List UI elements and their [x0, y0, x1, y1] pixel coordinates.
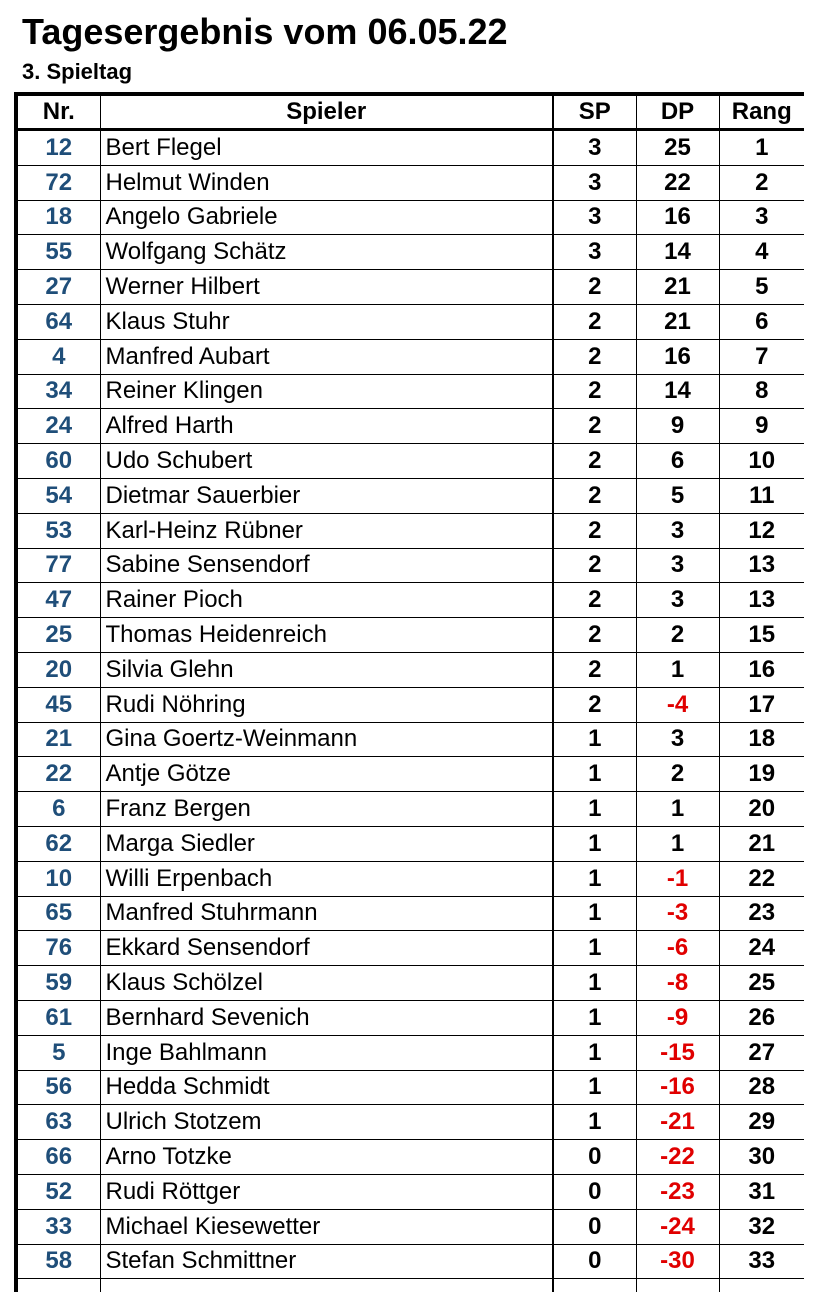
table-row [16, 130, 804, 166]
player-name: Bert Flegel [100, 130, 553, 166]
dp-value: -6 [636, 931, 719, 966]
rank-value: 11 [719, 478, 804, 513]
table-row [16, 1070, 804, 1105]
table-row [16, 583, 804, 618]
player-number: 10 [16, 861, 100, 896]
rank-value: 13 [719, 548, 804, 583]
sp-value: 1 [553, 861, 636, 896]
player-name: Udo Schubert [100, 444, 553, 479]
empty-cell [100, 1279, 553, 1292]
player-number: 64 [16, 304, 100, 339]
dp-value: 16 [636, 200, 719, 235]
player-name: Alfred Harth [100, 409, 553, 444]
dp-value: 1 [636, 652, 719, 687]
dp-value: 14 [636, 235, 719, 270]
player-name: Marga Siedler [100, 826, 553, 861]
sp-value: 1 [553, 826, 636, 861]
player-number: 21 [16, 722, 100, 757]
table-row [16, 548, 804, 583]
sp-value: 2 [553, 583, 636, 618]
sp-value: 2 [553, 304, 636, 339]
dp-value: -4 [636, 687, 719, 722]
player-name: Reiner Klingen [100, 374, 553, 409]
sp-value: 2 [553, 270, 636, 305]
player-number: 55 [16, 235, 100, 270]
player-name: Antje Götze [100, 757, 553, 792]
rank-value: 23 [719, 896, 804, 931]
player-name: Arno Totzke [100, 1140, 553, 1175]
table-row [16, 722, 804, 757]
empty-cell [719, 1279, 804, 1292]
player-number: 56 [16, 1070, 100, 1105]
sp-value: 0 [553, 1174, 636, 1209]
player-name: Ulrich Stotzem [100, 1105, 553, 1140]
sp-value: 1 [553, 1035, 636, 1070]
dp-value: 5 [636, 478, 719, 513]
rank-value: 7 [719, 339, 804, 374]
rank-value: 9 [719, 409, 804, 444]
player-name: Karl-Heinz Rübner [100, 513, 553, 548]
player-name: Willi Erpenbach [100, 861, 553, 896]
player-number: 27 [16, 270, 100, 305]
rank-value: 21 [719, 826, 804, 861]
sp-value: 3 [553, 130, 636, 166]
table-row [16, 1035, 804, 1070]
player-number: 6 [16, 792, 100, 827]
dp-value: 9 [636, 409, 719, 444]
table-row [16, 304, 804, 339]
dp-value: 1 [636, 792, 719, 827]
table-row [16, 1209, 804, 1244]
player-number: 4 [16, 339, 100, 374]
player-name: Stefan Schmittner [100, 1244, 553, 1279]
rank-value: 6 [719, 304, 804, 339]
sp-value: 1 [553, 966, 636, 1001]
player-number: 72 [16, 165, 100, 200]
rank-value: 19 [719, 757, 804, 792]
empty-cell [553, 1279, 636, 1292]
table-row [16, 270, 804, 305]
player-number: 76 [16, 931, 100, 966]
sp-value: 2 [553, 513, 636, 548]
table-row [16, 792, 804, 827]
table-row [16, 444, 804, 479]
player-number: 66 [16, 1140, 100, 1175]
player-name: Klaus Stuhr [100, 304, 553, 339]
dp-value: -16 [636, 1070, 719, 1105]
dp-value: 14 [636, 374, 719, 409]
table-header-row [16, 94, 804, 130]
table-row [16, 1000, 804, 1035]
dp-value: 2 [636, 757, 719, 792]
sp-value: 0 [553, 1244, 636, 1279]
player-number: 18 [16, 200, 100, 235]
header-nr: Nr. [16, 94, 100, 130]
player-number: 65 [16, 896, 100, 931]
results-table-container [14, 92, 804, 1292]
player-number: 60 [16, 444, 100, 479]
rank-value: 16 [719, 652, 804, 687]
player-name: Michael Kiesewetter [100, 1209, 553, 1244]
player-number: 61 [16, 1000, 100, 1035]
player-number: 63 [16, 1105, 100, 1140]
player-name: Silvia Glehn [100, 652, 553, 687]
dp-value: 25 [636, 130, 719, 166]
header-rang: Rang [719, 94, 804, 130]
table-row [16, 235, 804, 270]
header-spieler: Spieler [100, 94, 553, 130]
dp-value: 3 [636, 722, 719, 757]
dp-value: -22 [636, 1140, 719, 1175]
sp-value: 0 [553, 1209, 636, 1244]
table-row [16, 374, 804, 409]
player-name: Rudi Nöhring [100, 687, 553, 722]
page-subtitle: 3. Spieltag [22, 59, 133, 84]
rank-value: 12 [719, 513, 804, 548]
player-number: 58 [16, 1244, 100, 1279]
player-name: Werner Hilbert [100, 270, 553, 305]
rank-value: 2 [719, 165, 804, 200]
player-number: 59 [16, 966, 100, 1001]
player-name: Ekkard Sensendorf [100, 931, 553, 966]
player-number: 45 [16, 687, 100, 722]
table-row [16, 513, 804, 548]
rank-value: 25 [719, 966, 804, 1001]
dp-value: -1 [636, 861, 719, 896]
sp-value: 1 [553, 722, 636, 757]
rank-value: 26 [719, 1000, 804, 1035]
sp-value: 2 [553, 618, 636, 653]
rank-value: 13 [719, 583, 804, 618]
rank-value: 29 [719, 1105, 804, 1140]
rank-value: 15 [719, 618, 804, 653]
table-row [16, 478, 804, 513]
rank-value: 24 [719, 931, 804, 966]
sp-value: 3 [553, 200, 636, 235]
table-row [16, 826, 804, 861]
page-title: Tagesergebnis vom 06.05.22 [22, 11, 508, 52]
results-table [14, 92, 804, 1292]
player-number: 20 [16, 652, 100, 687]
table-row [16, 1140, 804, 1175]
player-name: Rudi Röttger [100, 1174, 553, 1209]
header-dp: DP [636, 94, 719, 130]
player-number: 25 [16, 618, 100, 653]
player-number: 22 [16, 757, 100, 792]
player-number: 12 [16, 130, 100, 166]
player-name: Sabine Sensendorf [100, 548, 553, 583]
dp-value: 2 [636, 618, 719, 653]
dp-value: 1 [636, 826, 719, 861]
table-row [16, 409, 804, 444]
table-row [16, 966, 804, 1001]
table-row [16, 687, 804, 722]
sp-value: 2 [553, 409, 636, 444]
rank-value: 8 [719, 374, 804, 409]
rank-value: 10 [719, 444, 804, 479]
player-number: 54 [16, 478, 100, 513]
sp-value: 3 [553, 165, 636, 200]
player-number: 5 [16, 1035, 100, 1070]
table-row [16, 757, 804, 792]
table-row [16, 931, 804, 966]
player-number: 47 [16, 583, 100, 618]
empty-cell [636, 1279, 719, 1292]
table-row [16, 200, 804, 235]
table-row [16, 618, 804, 653]
table-row-empty [16, 1279, 804, 1292]
dp-value: 21 [636, 270, 719, 305]
player-name: Gina Goertz-Weinmann [100, 722, 553, 757]
header-sp: SP [553, 94, 636, 130]
rank-value: 32 [719, 1209, 804, 1244]
player-name: Manfred Stuhrmann [100, 896, 553, 931]
rank-value: 28 [719, 1070, 804, 1105]
rank-value: 5 [719, 270, 804, 305]
player-name: Angelo Gabriele [100, 200, 553, 235]
sp-value: 1 [553, 757, 636, 792]
player-name: Wolfgang Schätz [100, 235, 553, 270]
dp-value: -24 [636, 1209, 719, 1244]
table-row [16, 896, 804, 931]
player-number: 34 [16, 374, 100, 409]
player-name: Manfred Aubart [100, 339, 553, 374]
sp-value: 2 [553, 548, 636, 583]
dp-value: -8 [636, 966, 719, 1001]
sp-value: 2 [553, 374, 636, 409]
sp-value: 1 [553, 792, 636, 827]
sp-value: 0 [553, 1140, 636, 1175]
dp-value: -9 [636, 1000, 719, 1035]
player-name: Inge Bahlmann [100, 1035, 553, 1070]
rank-value: 22 [719, 861, 804, 896]
sp-value: 2 [553, 339, 636, 374]
rank-value: 33 [719, 1244, 804, 1279]
dp-value: 3 [636, 513, 719, 548]
rank-value: 31 [719, 1174, 804, 1209]
sp-value: 3 [553, 235, 636, 270]
dp-value: -30 [636, 1244, 719, 1279]
player-name: Hedda Schmidt [100, 1070, 553, 1105]
player-number: 77 [16, 548, 100, 583]
sp-value: 1 [553, 896, 636, 931]
table-row [16, 1244, 804, 1279]
table-row [16, 861, 804, 896]
empty-cell [16, 1279, 100, 1292]
dp-value: -3 [636, 896, 719, 931]
rank-value: 17 [719, 687, 804, 722]
table-row [16, 652, 804, 687]
table-row [16, 339, 804, 374]
player-name: Helmut Winden [100, 165, 553, 200]
player-number: 52 [16, 1174, 100, 1209]
player-number: 62 [16, 826, 100, 861]
dp-value: 16 [636, 339, 719, 374]
sp-value: 1 [553, 1105, 636, 1140]
player-number: 24 [16, 409, 100, 444]
player-name: Thomas Heidenreich [100, 618, 553, 653]
table-body [16, 130, 804, 1292]
sp-value: 2 [553, 478, 636, 513]
dp-value: 3 [636, 548, 719, 583]
sp-value: 2 [553, 687, 636, 722]
dp-value: 22 [636, 165, 719, 200]
player-name: Rainer Pioch [100, 583, 553, 618]
dp-value: 6 [636, 444, 719, 479]
player-name: Franz Bergen [100, 792, 553, 827]
sp-value: 2 [553, 444, 636, 479]
dp-value: -23 [636, 1174, 719, 1209]
rank-value: 18 [719, 722, 804, 757]
rank-value: 3 [719, 200, 804, 235]
rank-value: 4 [719, 235, 804, 270]
sp-value: 1 [553, 931, 636, 966]
dp-value: -21 [636, 1105, 719, 1140]
dp-value: 21 [636, 304, 719, 339]
rank-value: 27 [719, 1035, 804, 1070]
player-number: 33 [16, 1209, 100, 1244]
table-row [16, 1105, 804, 1140]
sp-value: 2 [553, 652, 636, 687]
table-row [16, 1174, 804, 1209]
table-row [16, 165, 804, 200]
rank-value: 30 [719, 1140, 804, 1175]
dp-value: -15 [636, 1035, 719, 1070]
rank-value: 20 [719, 792, 804, 827]
player-number: 53 [16, 513, 100, 548]
player-name: Bernhard Sevenich [100, 1000, 553, 1035]
sp-value: 1 [553, 1070, 636, 1105]
dp-value: 3 [636, 583, 719, 618]
player-name: Dietmar Sauerbier [100, 478, 553, 513]
player-name: Klaus Schölzel [100, 966, 553, 1001]
sp-value: 1 [553, 1000, 636, 1035]
rank-value: 1 [719, 130, 804, 166]
